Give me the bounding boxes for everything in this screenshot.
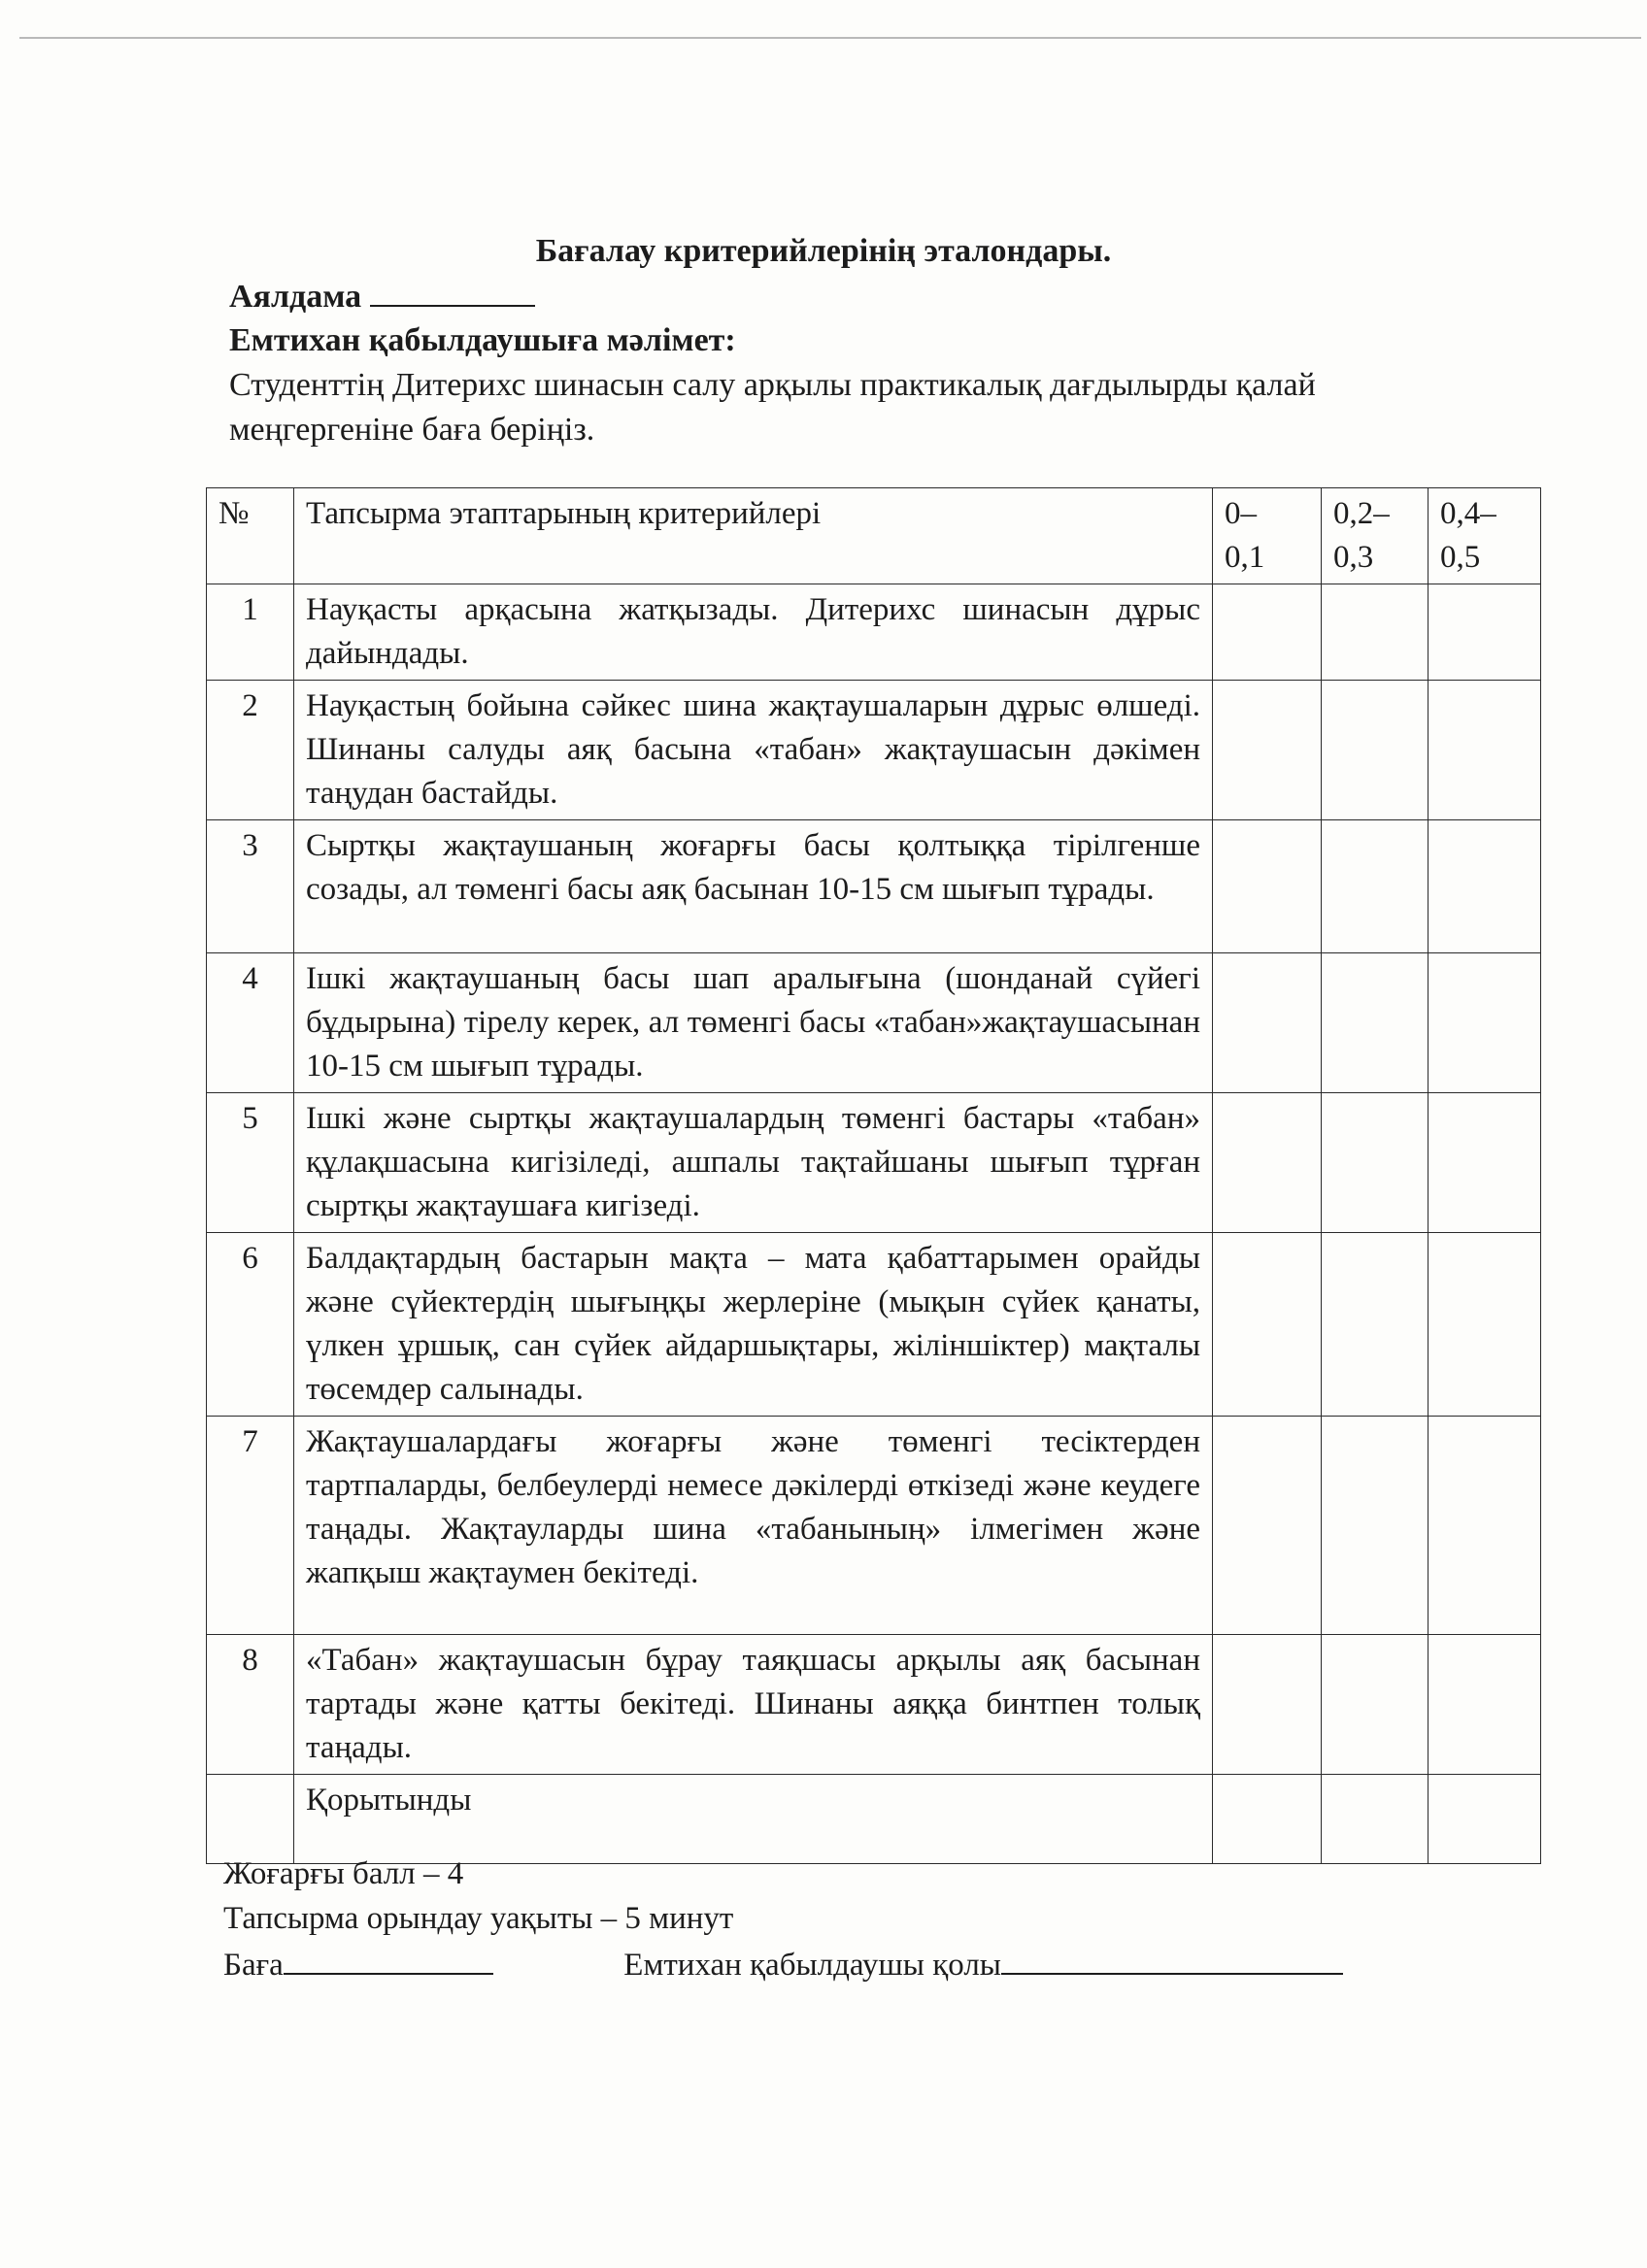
score-cell[interactable] xyxy=(1213,681,1322,820)
score-cell[interactable] xyxy=(1429,681,1541,820)
score-cell[interactable] xyxy=(1429,1775,1541,1864)
row-number: 2 xyxy=(207,681,294,820)
instruction-line-1: Студенттің Дитерихс шинасын салу арқылы практикалық дағдылырды қалай xyxy=(229,367,1316,403)
score-cell[interactable] xyxy=(1429,1093,1541,1233)
table-header-row xyxy=(207,488,1541,584)
score-cell[interactable] xyxy=(1213,1093,1322,1233)
signature-blank-field[interactable] xyxy=(1001,1946,1343,1975)
score-cell[interactable] xyxy=(1213,953,1322,1093)
score-cell[interactable] xyxy=(1213,1775,1322,1864)
score-cell[interactable] xyxy=(1213,584,1322,681)
grade-signature-line xyxy=(223,1946,1343,1984)
table-row xyxy=(207,820,1541,953)
score-cell[interactable] xyxy=(1322,681,1429,820)
table-row xyxy=(207,953,1541,1093)
summary-label: Қорытынды xyxy=(294,1775,1213,1864)
score-cell[interactable] xyxy=(1322,584,1429,681)
row-criteria-text: «Табан» жақтаушасын бұрау таяқшасы арқылы аяқ басынан тартады және қатты бекітеді. Шинаны аяққа бинтпен толық таңады. xyxy=(294,1635,1213,1775)
score-cell[interactable] xyxy=(1429,584,1541,681)
score-cell[interactable] xyxy=(1322,820,1429,953)
score-cell[interactable] xyxy=(1213,1635,1322,1775)
grade-label: Баға xyxy=(223,1948,284,1983)
header-score-0.2-0.3: 0,2– 0,3 xyxy=(1322,488,1429,584)
criteria-table xyxy=(206,487,1541,1864)
summary-row xyxy=(207,1775,1541,1864)
score-cell[interactable] xyxy=(1429,1635,1541,1775)
score-cell[interactable] xyxy=(1322,1093,1429,1233)
row-number: 6 xyxy=(207,1233,294,1417)
scan-edge-line xyxy=(19,37,1641,39)
table-row xyxy=(207,681,1541,820)
score-cell[interactable] xyxy=(1429,953,1541,1093)
row-number: 4 xyxy=(207,953,294,1093)
score-cell[interactable] xyxy=(1429,1233,1541,1417)
station-label: Аялдама xyxy=(229,279,362,315)
row-number: 7 xyxy=(207,1417,294,1635)
score-cell[interactable] xyxy=(1322,1775,1429,1864)
score-cell[interactable] xyxy=(1213,1417,1322,1635)
score-cell[interactable] xyxy=(1322,953,1429,1093)
row-number: 3 xyxy=(207,820,294,953)
row-criteria-text: Науқастың бойына сәйкес шина жақтаушаларын дұрыс өлшеді. Шинаны салуды аяқ басына «табан» жақтаушасын дәкімен таңудан бастайды. xyxy=(294,681,1213,820)
score-cell[interactable] xyxy=(1213,820,1322,953)
row-criteria-text: Сыртқы жақтаушаның жоғарғы басы қолтыққа тірілгенше созады, ал төменгі басы аяқ басынан 10-15 см шығып тұрады. xyxy=(294,820,1213,953)
table-row xyxy=(207,1635,1541,1775)
table-row xyxy=(207,1233,1541,1417)
table-row xyxy=(207,1093,1541,1233)
signature-label: Емтихан қабылдаушы қолы xyxy=(623,1948,1001,1983)
grade-blank-field[interactable] xyxy=(284,1946,493,1975)
summary-number-cell xyxy=(207,1775,294,1864)
examiner-note-label: Емтихан қабылдаушыға мәлімет: xyxy=(229,322,736,358)
row-criteria-text: Ішкі және сыртқы жақтаушалардың төменгі бастары «табан» құлақшасына кигізіледі, ашпалы тақтайшаны шығып тұрған сыртқы жақтаушаға кигізеді. xyxy=(294,1093,1213,1233)
score-cell[interactable] xyxy=(1213,1233,1322,1417)
score-cell[interactable] xyxy=(1322,1417,1429,1635)
row-number: 1 xyxy=(207,584,294,681)
row-criteria-text: Ішкі жақтаушаның басы шап аралығына (шонданай сүйегі бұдырына) тірелу керек, ал төменгі басы «табан»жақтаушасынан 10-15 см шығып тұрады. xyxy=(294,953,1213,1093)
station-blank-field[interactable] xyxy=(370,278,535,307)
row-criteria-text: Балдақтардың бастарын мақта – мата қабаттарымен орайды және сүйектердің шығыңқы жерлеріне (мықын сүйек қанаты, үлкен ұршық, сан сүйек айдаршықтары, жіліншіктер) мақталы төсемдер салынады. xyxy=(294,1233,1213,1417)
row-number: 5 xyxy=(207,1093,294,1233)
station-line xyxy=(229,278,535,316)
page-title: Бағалау критерийлерінің эталондары. xyxy=(535,233,1112,269)
table-row xyxy=(207,584,1541,681)
score-cell[interactable] xyxy=(1429,1417,1541,1635)
row-criteria-text: Науқасты арқасына жатқызады. Дитерихс шинасын дұрыс дайындады. xyxy=(294,584,1213,681)
instruction-line-2: меңгергеніне баға беріңіз. xyxy=(229,412,595,448)
row-number: 8 xyxy=(207,1635,294,1775)
header-number: № xyxy=(207,488,294,584)
row-criteria-text: Жақтаушалардағы жоғарғы және төменгі тесіктерден тартпаларды, белбеулерді немесе дәкілерді өткізеді және кеудеге таңады. Жақтауларды шина «табанының» ілмегімен және жапқыш жақтаумен бекітеді. xyxy=(294,1417,1213,1635)
table-row xyxy=(207,1417,1541,1635)
max-score: Жоғарғы балл – 4 xyxy=(223,1856,464,1891)
header-score-0.4-0.5: 0,4– 0,5 xyxy=(1429,488,1541,584)
time-limit: Тапсырма орындау уақыты – 5 минут xyxy=(223,1901,734,1936)
score-cell[interactable] xyxy=(1322,1233,1429,1417)
header-score-0-0.1: 0– 0,1 xyxy=(1213,488,1322,584)
score-cell[interactable] xyxy=(1429,820,1541,953)
header-criteria: Тапсырма этаптарының критерийлері xyxy=(294,488,1213,584)
score-cell[interactable] xyxy=(1322,1635,1429,1775)
